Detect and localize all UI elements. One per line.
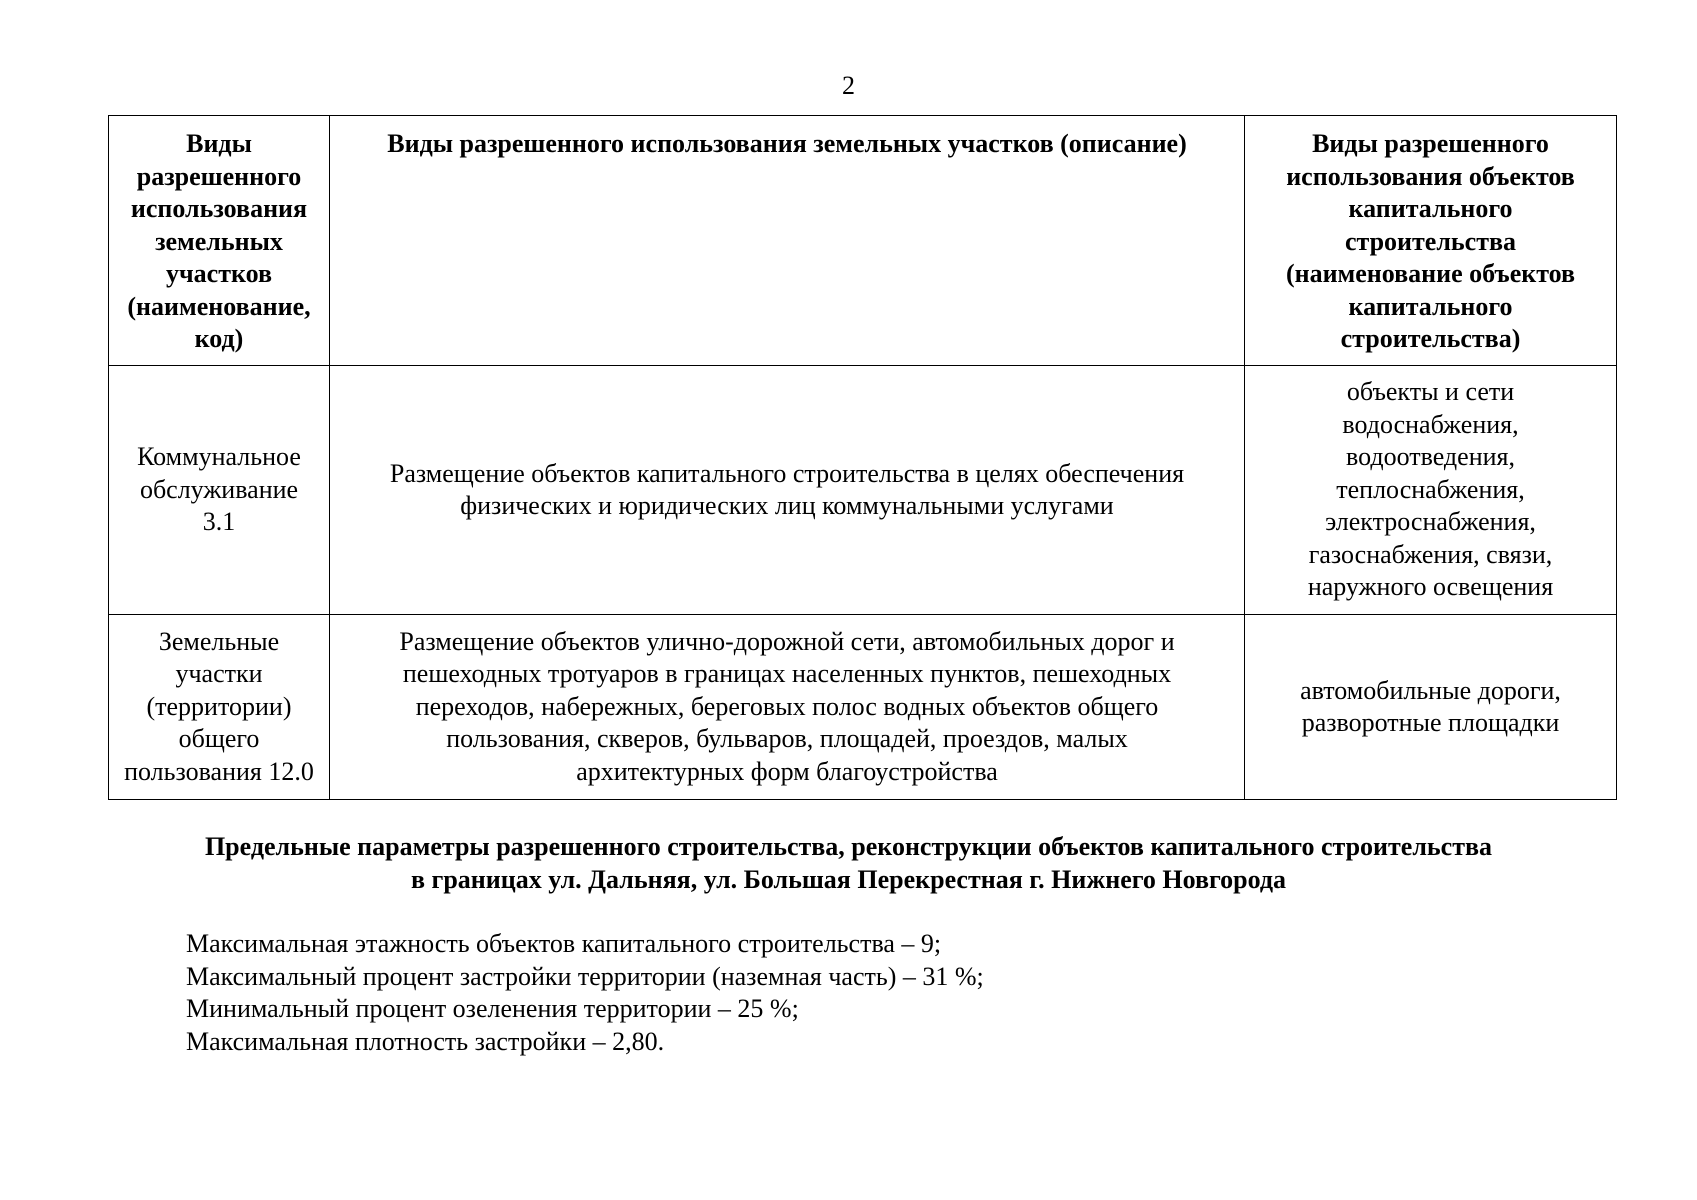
parameter-item: Максимальная этажность объектов капитального строительства – 9; [186, 929, 942, 958]
header-land-use-description: Виды разрешенного использования земельных участков (описание) [330, 116, 1245, 366]
parameter-item: Максимальная плотность застройки – 2,80. [186, 1026, 665, 1056]
table-header-row [109, 116, 1617, 366]
parameter-item: Максимальный процент застройки территории (наземная часть) – 31 %; [186, 961, 984, 991]
cell-land-use-description: Размещение объектов улично-дорожной сети, автомобильных дорог и пешеходных тротуаров в границах населенных пунктов, пешеходных переходов, набережных, береговых полос водных объектов общего пользования, скверов, бульваров, площадей, проездов, малых архитектурных форм благоустройства [330, 615, 1245, 800]
page-number: 2 [842, 71, 855, 100]
section-title: Предельные параметры разрешенного строительства, реконструкции объектов капитального строительства в границах ул. Дальняя, ул. Большая Перекрестная г. Нижнего Новгорода [204, 832, 1493, 894]
cell-land-use-name: Коммунальное обслуживание 3.1 [109, 366, 330, 615]
cell-land-use-description: Размещение объектов капитального строительства в целях обеспечения физических и юридических лиц коммунальными услугами [330, 366, 1245, 615]
header-capital-objects: Виды разрешенного использования объектов капитального строительства (наименование объектов капитального строительства) [1245, 116, 1617, 366]
table-row [109, 366, 1617, 615]
table-row [109, 615, 1617, 800]
cell-capital-objects: объекты и сети водоснабжения, водоотведения, теплоснабжения, электроснабжения, газоснабжения, связи, наружного освещения [1245, 366, 1617, 615]
land-use-table [108, 115, 1617, 800]
parameter-item: Минимальный процент озеленения территории – 25 %; [186, 994, 799, 1023]
cell-land-use-name: Земельные участки (территории) общего пользования 12.0 [109, 615, 330, 800]
cell-capital-objects: автомобильные дороги, разворотные площадки [1245, 615, 1617, 800]
parameters-list [186, 928, 984, 1058]
header-land-use-name: Виды разрешенного использования земельных участков (наименование, код) [109, 116, 330, 366]
